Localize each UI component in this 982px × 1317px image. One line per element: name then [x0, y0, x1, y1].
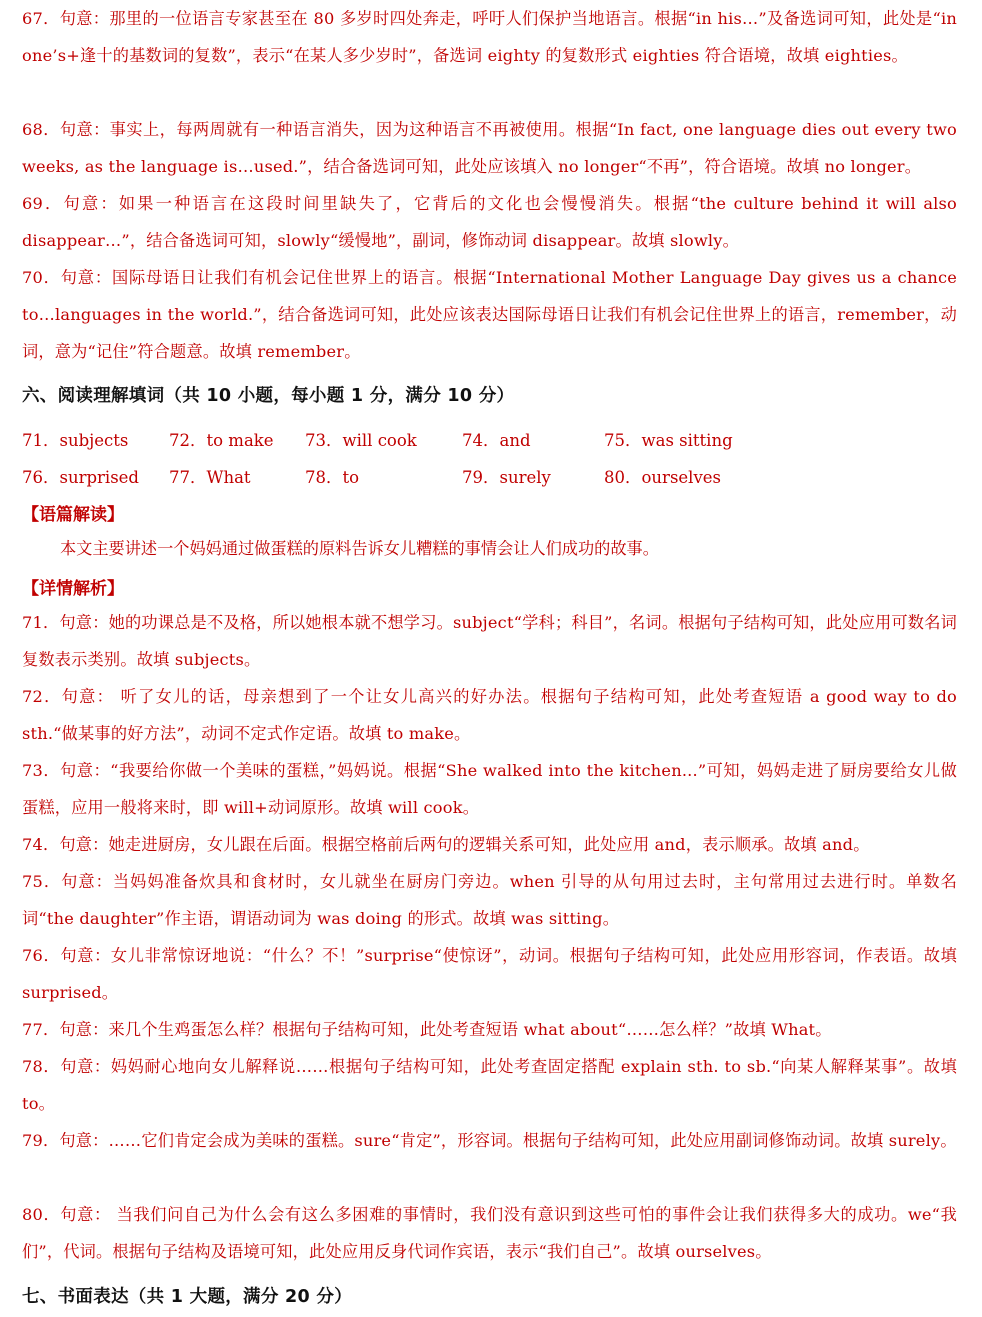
explanation-68: 68．句意：事实上，每两周就有一种语言消失，因为这种语言不再被使用。根据“In fact, one language dies out every two weeks, as the language is…used.”，结合备选词可知，此处应该填入 no longer“不再”，符合语境。故填 no longer。 — [22, 120, 957, 177]
answer-74: 74．and — [462, 431, 531, 450]
explanation-78: 78．句意：妈妈耐心地向女儿解释说……根据句子结构可知，此处考查固定搭配 explain sth. to sb.“向某人解释某事”。故填 to。 — [22, 1057, 957, 1114]
passage-summary: 本文主要讲述一个妈妈通过做蛋糕的原料告诉女儿糟糕的事情会让人们成功的故事。 — [60, 539, 659, 558]
answer-78: 78．to — [305, 468, 360, 487]
section-6-heading: 六、阅读理解填词（共 10 小题，每小题 1 分，满分 10 分） — [22, 386, 515, 406]
answer-73: 73．will cook — [305, 431, 417, 450]
explanation-80: 80．句意： 当我们问自己为什么会有这么多困难的事情时，我们没有意识到这些可怕的事件会让我们获得多大的成功。we“我们”，代词。根据句子结构及语境可知，此处应用反身代词作宾语，表示“我们自己”。故填 ourselves。 — [22, 1205, 957, 1262]
passage-label: 【语篇解读】 — [22, 505, 124, 525]
explanation-79: 79．句意：……它们肯定会成为美味的蛋糕。sure“肯定”，形容词。根据句子结构可知，此处应用副词修饰动词。故填 surely。 — [22, 1131, 957, 1150]
answer-72: 72．to make — [169, 431, 274, 450]
explanation-76: 76．句意：女儿非常惊讶地说：“什么？不！”surprise“使惊讶”，动词。根据句子结构可知，此处应用形容词，作表语。故填 surprised。 — [22, 946, 957, 1003]
explanation-72: 72．句意： 听了女儿的话，母亲想到了一个让女儿高兴的好办法。根据句子结构可知，此处考查短语 a good way to do sth.“做某事的好方法”，动词不定式作定语。故填 to make。 — [22, 687, 957, 744]
explanation-71: 71．句意：她的功课总是不及格，所以她根本就不想学习。subject“学科；科目”，名词。根据句子结构可知，此处应用可数名词复数表示类别。故填 subjects。 — [22, 613, 957, 670]
answer-76: 76．surprised — [22, 468, 139, 487]
explanation-75: 75．句意：当妈妈准备炊具和食材时，女儿就坐在厨房门旁边。when 引导的从句用过去时，主句常用过去进行时。单数名词“the daughter”作主语，谓语动词为 was doing 的形式。故填 was sitting。 — [22, 872, 957, 929]
explanation-70: 70．句意：国际母语日让我们有机会记住世界上的语言。根据“International Mother Language Day gives us a chance to…languages in the world.”，结合备选词可知，此处应该表达国际母语日让我们有机会记住世界上的语言，remember，动词，意为“记住”符合题意。故填 remember。 — [22, 268, 957, 362]
answer-79: 79．surely — [462, 468, 551, 487]
detail-label: 【详情解析】 — [22, 579, 124, 599]
answer-77: 77．What — [169, 468, 251, 487]
explanation-77: 77．句意：来几个生鸡蛋怎么样？根据句子结构可知，此处考查短语 what about“……怎么样？”故填 What。 — [22, 1020, 832, 1039]
answer-80: 80．ourselves — [604, 468, 722, 487]
section-7-heading: 七、书面表达（共 1 大题，满分 20 分） — [22, 1287, 352, 1307]
answer-71: 71．subjects — [22, 431, 129, 450]
explanation-67: 67．句意：那里的一位语言专家甚至在 80 多岁时四处奔走，呼吁人们保护当地语言。根据“in his…”及备选词可知，此处是“in one’s+逢十的基数词的复数”，表示“在某人多少岁时”，备选词 eighty 的复数形式 eighties 符合语境，故填 eighties。 — [22, 9, 957, 66]
answers-row-2 — [22, 464, 952, 501]
explanation-74: 74．句意：她走进厨房，女儿跟在后面。根据空格前后两句的逻辑关系可知，此处应用 and，表示顺承。故填 and。 — [22, 835, 870, 854]
explanation-73: 73．句意：“我要给你做一个美味的蛋糕，”妈妈说。根据“She walked into the kitchen...”可知，妈妈走进了厨房要给女儿做蛋糕，应用一般将来时，即 will+动词原形。故填 will cook。 — [22, 761, 957, 818]
answer-75: 75．was sitting — [604, 431, 733, 450]
explanation-69: 69．句意：如果一种语言在这段时间里缺失了，它背后的文化也会慢慢消失。根据“the culture behind it will also disappear…”，结合备选词可知，slowly“缓慢地”，副词，修饰动词 disappear。故填 slowly。 — [22, 194, 957, 251]
answers-row-1 — [22, 427, 952, 464]
